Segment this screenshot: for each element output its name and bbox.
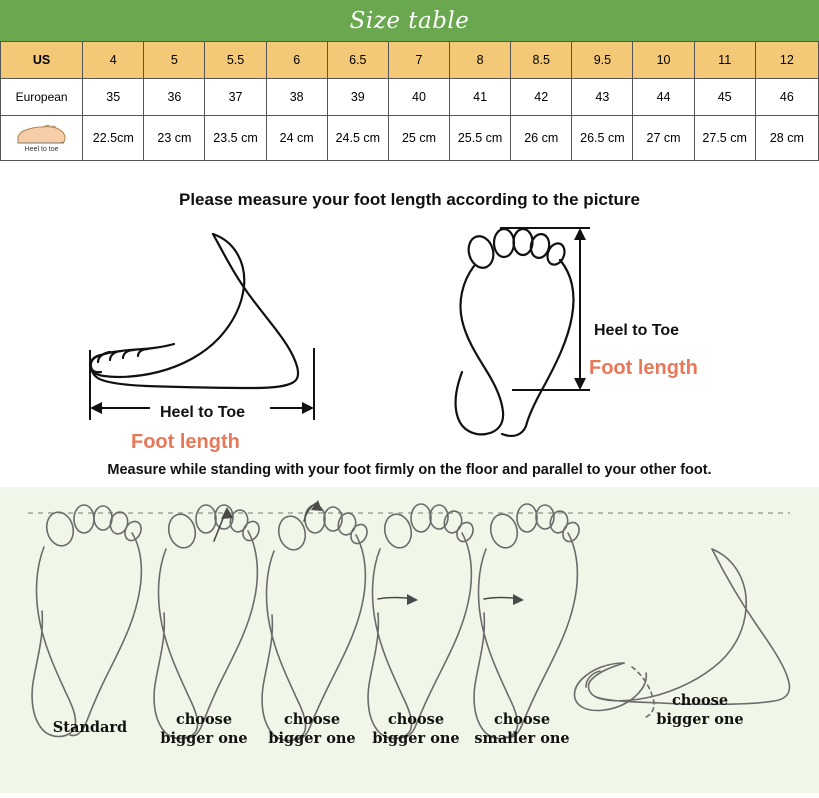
foot-shape-bigger-2 [262,500,370,741]
cell-cm-7: 26 cm [511,116,572,161]
cell-eu-8: 43 [572,79,633,116]
cell-us-2: 5.5 [205,42,266,79]
cell-us-7: 8.5 [511,42,572,79]
row-label-foot-length [1,116,83,161]
cell-us-0: 4 [83,42,144,79]
top-view-foot-length-label: Foot length [589,357,698,379]
cell-us-1: 5 [144,42,205,79]
foot-caption-side-bigger: choose bigger one [656,692,744,728]
foot-measure-icon-caption: Heel to toe [24,146,59,153]
foot-diagram-svg [0,220,819,460]
table-row [1,116,819,161]
side-view-foot-length-label: Foot length [131,431,240,453]
top-view-heel-to-toe-label: Heel to Toe [594,322,680,339]
row-label-european: European [1,79,83,116]
foot-shape-bigger-1 [154,505,262,739]
cell-cm-0: 22.5cm [83,116,144,161]
cell-eu-2: 37 [205,79,266,116]
table-row [1,42,819,79]
foot-shape-bigger-3 [368,504,476,739]
cell-us-10: 11 [694,42,755,79]
cell-eu-11: 46 [755,79,818,116]
cell-cm-5: 25 cm [388,116,449,161]
size-table-title: Size table [0,0,819,41]
cell-cm-2: 23.5 cm [205,116,266,161]
cell-cm-4: 24.5 cm [327,116,388,161]
cell-cm-9: 27 cm [633,116,694,161]
cell-eu-7: 42 [511,79,572,116]
side-view-heel-to-toe-label: Heel to Toe [160,404,246,421]
measure-instruction-heading: Please measure your foot length according to the picture [179,190,640,209]
foot-shape-smaller [474,504,582,739]
cell-us-3: 6 [266,42,327,79]
foot-measure-diagram [0,220,819,460]
cell-cm-8: 26.5 cm [572,116,633,161]
table-row [1,79,819,116]
cell-cm-11: 28 cm [755,116,818,161]
foot-caption-standard: Standard [52,719,128,736]
cell-us-6: 8 [450,42,511,79]
standing-instruction-heading: Measure while standing with your foot firmly on the floor and parallel to your other foot. [107,462,712,478]
foot-caption-bigger-3: choose bigger one [372,711,460,747]
cell-eu-0: 35 [83,79,144,116]
foot-caption-bigger-2: choose bigger one [268,711,356,747]
size-table [0,41,819,161]
cell-eu-3: 38 [266,79,327,116]
cell-eu-4: 39 [327,79,388,116]
foot-shape-examples [0,487,819,793]
cell-us-11: 12 [755,42,818,79]
cell-us-8: 9.5 [572,42,633,79]
side-view-foot-outline [90,234,298,388]
cell-eu-5: 40 [388,79,449,116]
cell-us-5: 7 [388,42,449,79]
row-label-us: US [1,42,83,79]
foot-shape-standard [32,505,144,737]
cell-us-4: 6.5 [327,42,388,79]
cell-cm-10: 27.5 cm [694,116,755,161]
cell-cm-3: 24 cm [266,116,327,161]
cell-us-9: 10 [633,42,694,79]
foot-caption-bigger-1: choose bigger one [160,711,248,747]
cell-eu-10: 45 [694,79,755,116]
cell-eu-6: 41 [450,79,511,116]
cell-eu-1: 36 [144,79,205,116]
foot-caption-smaller: choose smaller one [474,711,570,747]
cell-cm-1: 23 cm [144,116,205,161]
size-table-section [0,0,819,161]
top-view-measure-arrow [500,228,590,390]
cell-eu-9: 44 [633,79,694,116]
cell-cm-6: 25.5 cm [450,116,511,161]
foot-measure-icon [14,123,70,145]
top-view-foot-outline [455,229,573,436]
